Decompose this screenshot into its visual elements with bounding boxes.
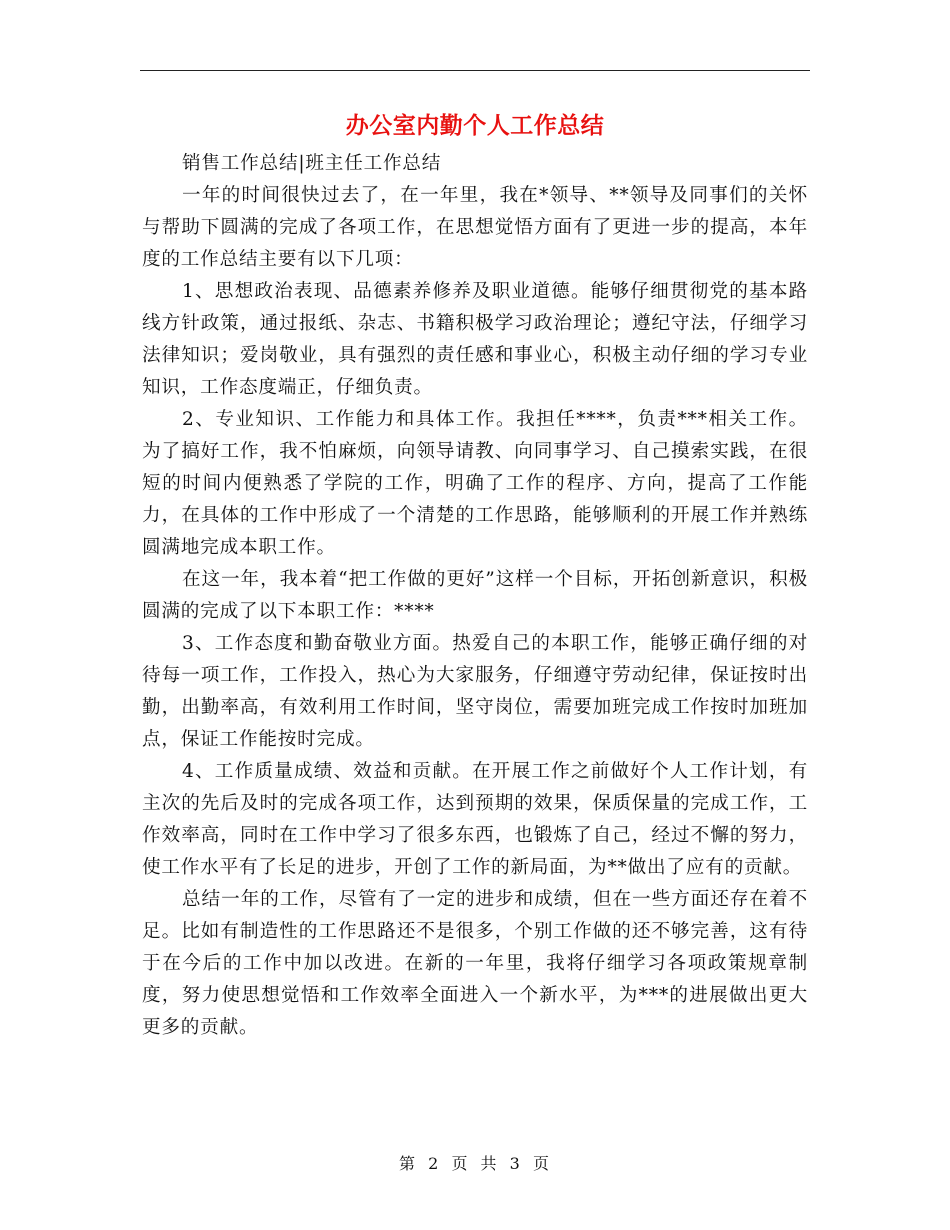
footer-total-pages: 3 xyxy=(509,1154,522,1173)
paragraph-intro: 一年的时间很快过去了，在一年里，我在*领导、**领导及同事们的关怀与帮助下圆满的完成了各项工作，在思想觉悟方面有了更进一步的提高，本年度的工作总结主要有以下几项： xyxy=(142,185,808,270)
document-title: 办公室内勤个人工作总结 xyxy=(345,112,605,139)
document-body xyxy=(142,148,808,1044)
footer-total-prefix: 共 xyxy=(480,1154,499,1173)
footer-prefix: 第 xyxy=(399,1154,418,1173)
paragraph-item-1: 1、思想政治表现、品德素养修养及职业道德。能够仔细贯彻党的基本路线方针政策，通过报纸、杂志、书籍积极学习政治理论；遵纪守法，仔细学习法律知识；爱岗敬业，具有强烈的责任感和事业心，积极主动仔细的学习专业知识，工作态度端正，仔细负责。 xyxy=(142,281,808,398)
footer-page-unit: 页 xyxy=(451,1154,470,1173)
paragraph-item-3: 3、工作态度和勤奋敬业方面。热爱自己的本职工作，能够正确仔细的对待每一项工作，工作投入，热心为大家服务，仔细遵守劳动纪律，保证按时出勤，出勤率高，有效利用工作时间，坚守岗位，需要加班完成工作按时加班加点，保证工作能按时完成。 xyxy=(142,633,808,750)
paragraph-subtitle: 销售工作总结|班主任工作总结 xyxy=(181,153,442,174)
paragraph-item-2: 2、专业知识、工作能力和具体工作。我担任****，负责***相关工作。为了搞好工作，我不怕麻烦，向领导请教、向同事学习、自己摸索实践，在很短的时间内便熟悉了学院的工作，明确了工作的程序、方向，提高了工作能力，在具体的工作中形成了一个清楚的工作思路，能够顺利的开展工作并熟练圆满地完成本职工作。 xyxy=(142,409,808,558)
header-rule xyxy=(140,70,810,71)
paragraph-item-4: 4、工作质量成绩、效益和贡献。在开展工作之前做好个人工作计划，有主次的先后及时的完成各项工作，达到预期的效果，保质保量的完成工作，工作效率高，同时在工作中学习了很多东西，也锻炼了自己，经过不懈的努力，使工作水平有了长足的进步，开创了工作的新局面，为**做出了应有的贡献。 xyxy=(142,761,808,878)
paragraph-goal: 在这一年，我本着“把工作做的更好”这样一个目标，开拓创新意识，积极圆满的完成了以下本职工作：**** xyxy=(142,569,808,622)
page-footer xyxy=(0,1152,950,1176)
footer-current-page: 2 xyxy=(428,1154,441,1173)
paragraph-conclusion: 总结一年的工作，尽管有了一定的进步和成绩，但在一些方面还存在着不足。比如有制造性的工作思路还不是很多，个别工作做的还不够完善，这有待于在今后的工作中加以改进。在新的一年里，我将仔细学习各项政策规章制度，努力使思想觉悟和工作效率全面进入一个新水平，为***的进展做出更大更多的贡献。 xyxy=(142,889,808,1038)
footer-total-unit: 页 xyxy=(532,1154,551,1173)
